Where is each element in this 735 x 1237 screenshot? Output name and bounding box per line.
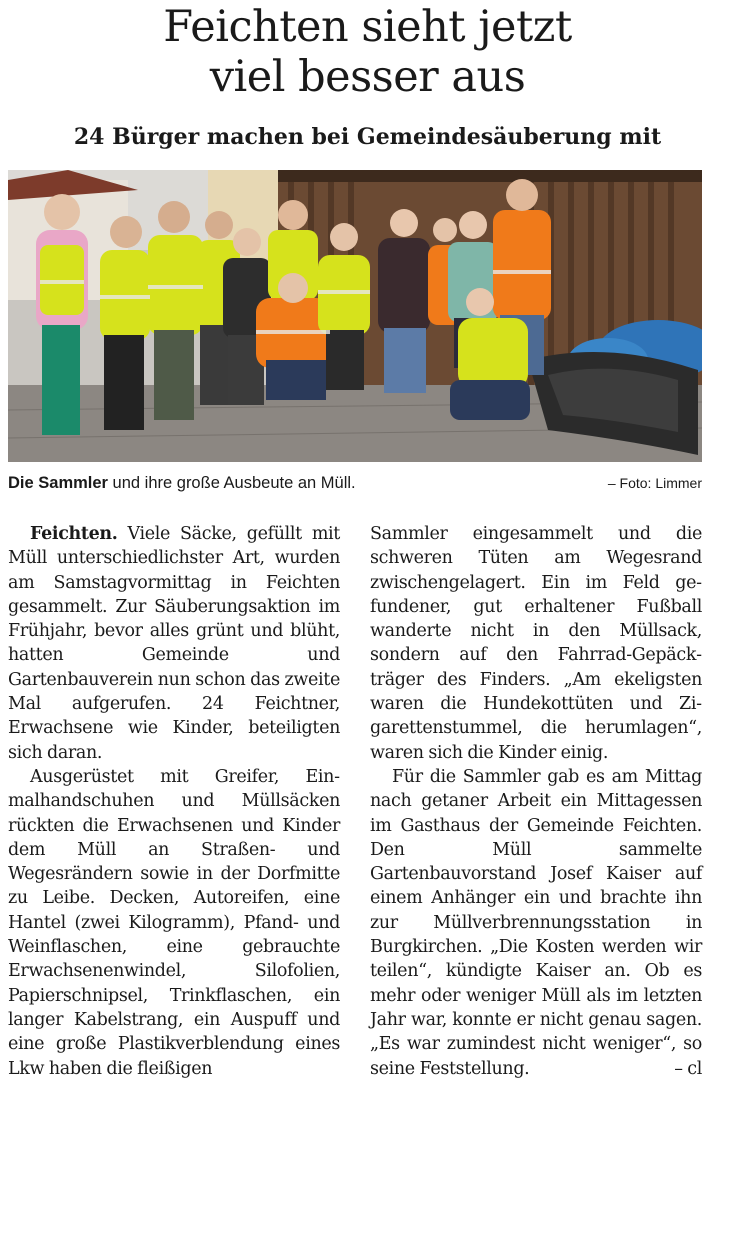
paragraph-2-continued: Sammler eingesammelt und die schweren Tüten am Wegesrand zwischengelagert. Ein im Feld gefundener, gut erhaltener Fußball wanderte nicht in den Müllsack, sondern auf den Fahrrad-Gepäckträger des Finders. „Am ekeligsten waren die Hundekottüten und Zigarettenstummel, die herumlagen“, waren sich die Kinder einig. [370,524,702,763]
group-photo [8,170,702,462]
photo-caption [8,470,702,496]
author-signature: – cl [674,1058,702,1079]
headline-line-1: Feichten sieht jetzt [163,2,572,52]
paragraph-1 [8,522,340,765]
paragraph-3 [370,765,702,1081]
article-column-1 [8,522,340,1081]
caption-text: und ihre große Ausbeute an Müll. [107,474,356,492]
dateline: Feichten. [30,524,118,544]
subheadline: 24 Bürger machen bei Gemeindesäuberung mit [73,124,662,150]
photo-credit: – Foto: Limmer [607,475,702,491]
article-column-2 [370,522,702,1081]
paragraph-3-text: Für die Sammler gab es am Mittag nach getaner Arbeit ein Mittagessen im Gasthaus der Gemeinde Feichten. Den Müll sammelte Gartenbauvorstand Josef Kaiser auf einem Anhänger ein und brachte ihn zur Müllverbrennungsstation in Burgkirchen. „Die Kosten werden wir teilen“, kündigte Kaiser an. Ob es mehr oder weniger Müll als im letzten Jahr war, konnte er nicht genau sagen. „Es war zumindest nicht weniger“, so seine Feststellung. [370,766,702,1079]
paragraph-1-text: Viele Säcke, gefüllt mit Müll unterschiedlichster Art, wurden am Samstagvormittag in Feichten gesammelt. Zur Säuberungsaktion im Frühjahr, bevor alles grünt und blüht, hatten Gemeinde und Gartenbauverein nun schon das zweite Mal aufgerufen. 24 Feichtner, Erwachsene wie Kinder, beteiligten sich daran. [8,524,340,763]
headline [0,2,735,102]
caption-lead: Die Sammler [8,474,108,492]
paragraph-2: Ausgerüstet mit Greifer, Einmalhandschuhen und Müllsäcken rückten die Erwachsenen und Kinder dem Müll an Straßen- und Wegesrändern sowie in der Dorfmitte zu Leibe. Decken, Autoreifen, eine Hantel (zwei Kilogramm), Pfand- und Weinflaschen, eine gebrauchte Erwachsenenwindel, Silofolien, Papierschnipsel, Trinkflaschen, ein langer Kabelstrang, ein Auspuff und eine große Plastikverblendung eines Lkw haben die fleißigen [8,766,340,1079]
headline-line-2: viel besser aus [209,52,526,102]
